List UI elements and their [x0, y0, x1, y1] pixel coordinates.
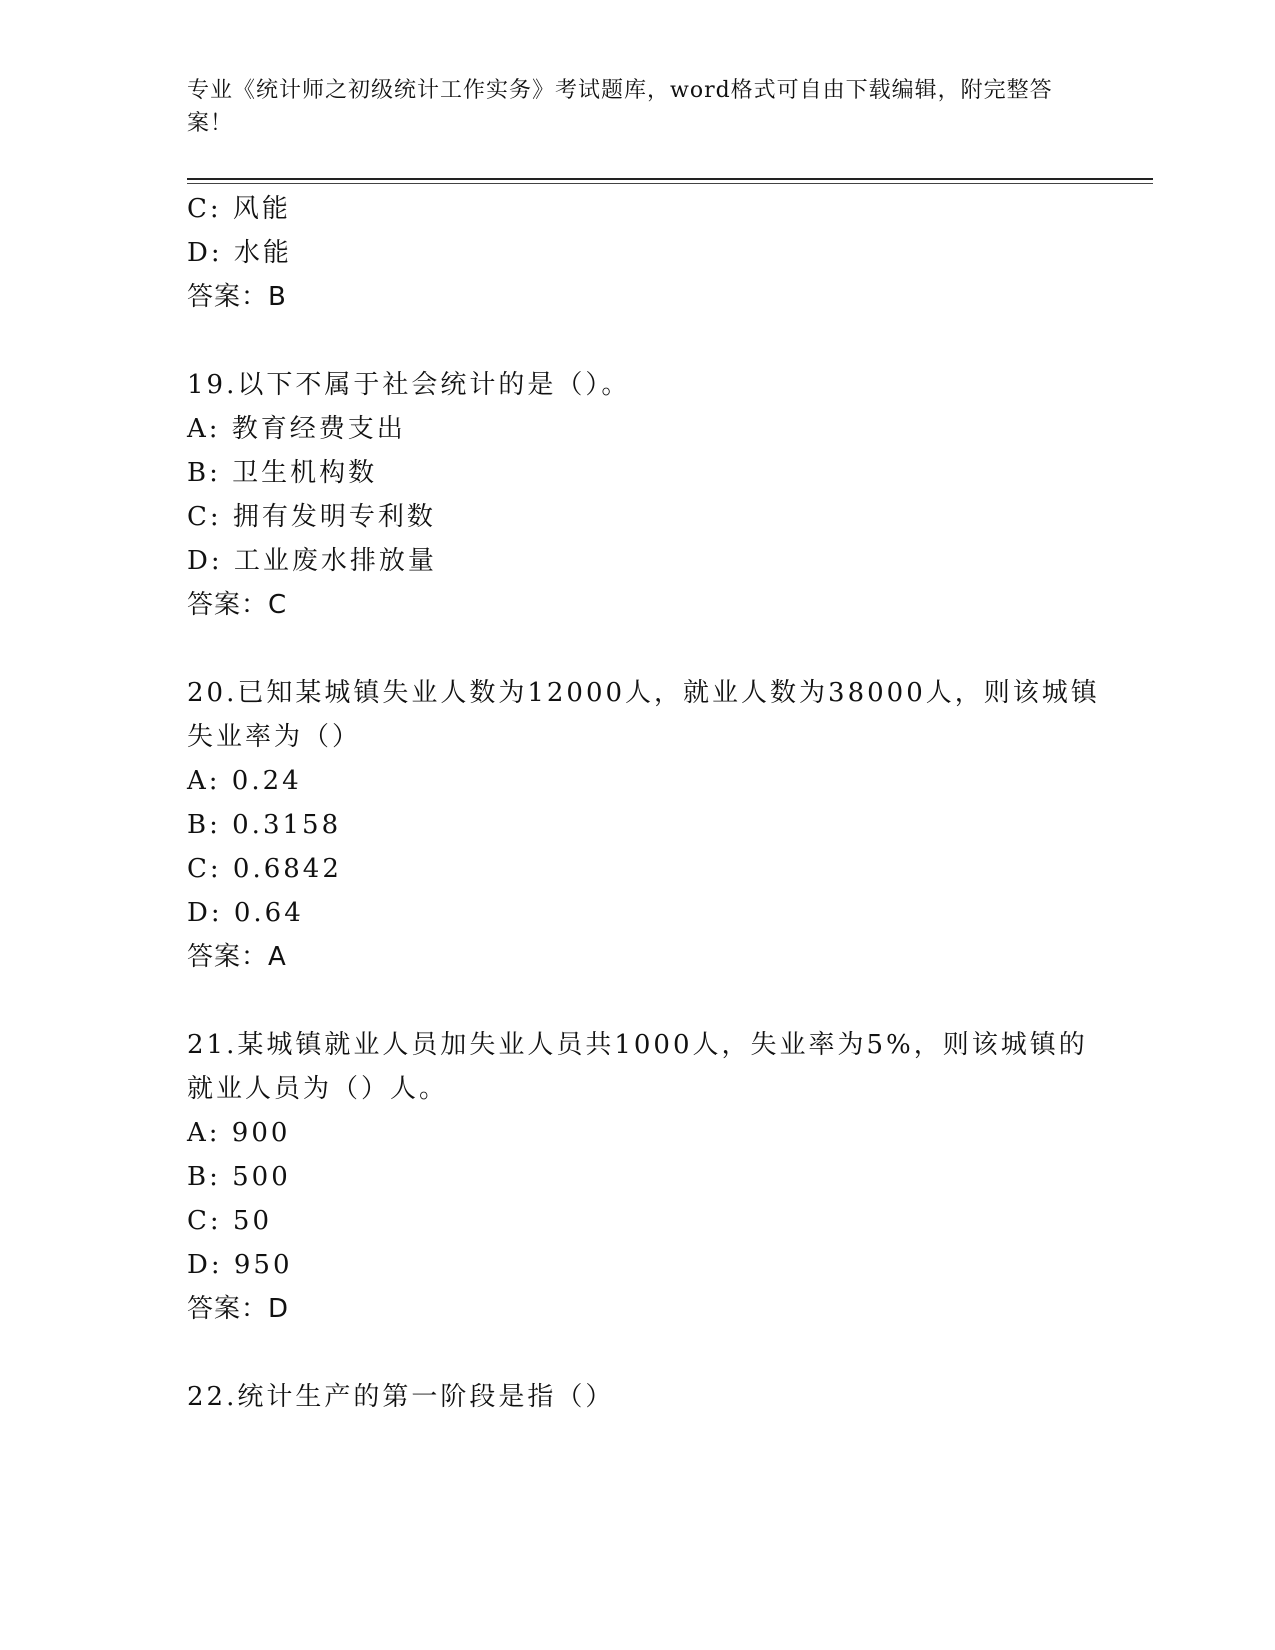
q19-option-a: A: 教育经费支出 — [187, 414, 406, 444]
q18-option-c: C: 风能 — [187, 194, 291, 224]
q18-answer: 答案：B — [187, 282, 287, 312]
q18-option-d: D: 水能 — [187, 238, 292, 268]
q20-option-a: A: 0.24 — [187, 766, 302, 796]
q19-stem: 19.以下不属于社会统计的是（）。 — [187, 370, 631, 400]
q19-answer: 答案：C — [187, 590, 288, 620]
q20-option-c: C: 0.6842 — [187, 854, 342, 884]
q20-option-d: D: 0.64 — [187, 898, 304, 928]
q20-stem-line1: 20.已知某城镇失业人数为12000人，就业人数为38000人，则该城镇 — [187, 678, 1100, 708]
q21-answer: 答案：D — [187, 1294, 290, 1324]
q19-option-d: D: 工业废水排放量 — [187, 546, 437, 576]
header-divider-thin — [187, 183, 1153, 184]
q20-option-b: B: 0.3158 — [187, 810, 342, 840]
q19-option-b: B: 卫生机构数 — [187, 458, 378, 488]
q21-stem-line2: 就业人员为（）人。 — [187, 1074, 449, 1104]
q21-option-b: B: 500 — [187, 1162, 291, 1192]
q20-stem-line2: 失业率为（） — [187, 722, 362, 752]
q21-stem-line1: 21.某城镇就业人员加失业人员共1000人，失业率为5%，则该城镇的 — [187, 1030, 1088, 1060]
header-divider-thick — [187, 178, 1153, 180]
q21-option-d: D: 950 — [187, 1250, 293, 1280]
q22-stem: 22.统计生产的第一阶段是指（） — [187, 1382, 615, 1412]
q21-option-a: A: 900 — [187, 1118, 291, 1148]
document-header: 专业《统计师之初级统计工作实务》考试题库，word格式可自由下载编辑，附完整答案！ — [187, 78, 1053, 136]
q19-option-c: C: 拥有发明专利数 — [187, 502, 436, 532]
q21-option-c: C: 50 — [187, 1206, 273, 1236]
q20-answer: 答案：A — [187, 942, 287, 972]
